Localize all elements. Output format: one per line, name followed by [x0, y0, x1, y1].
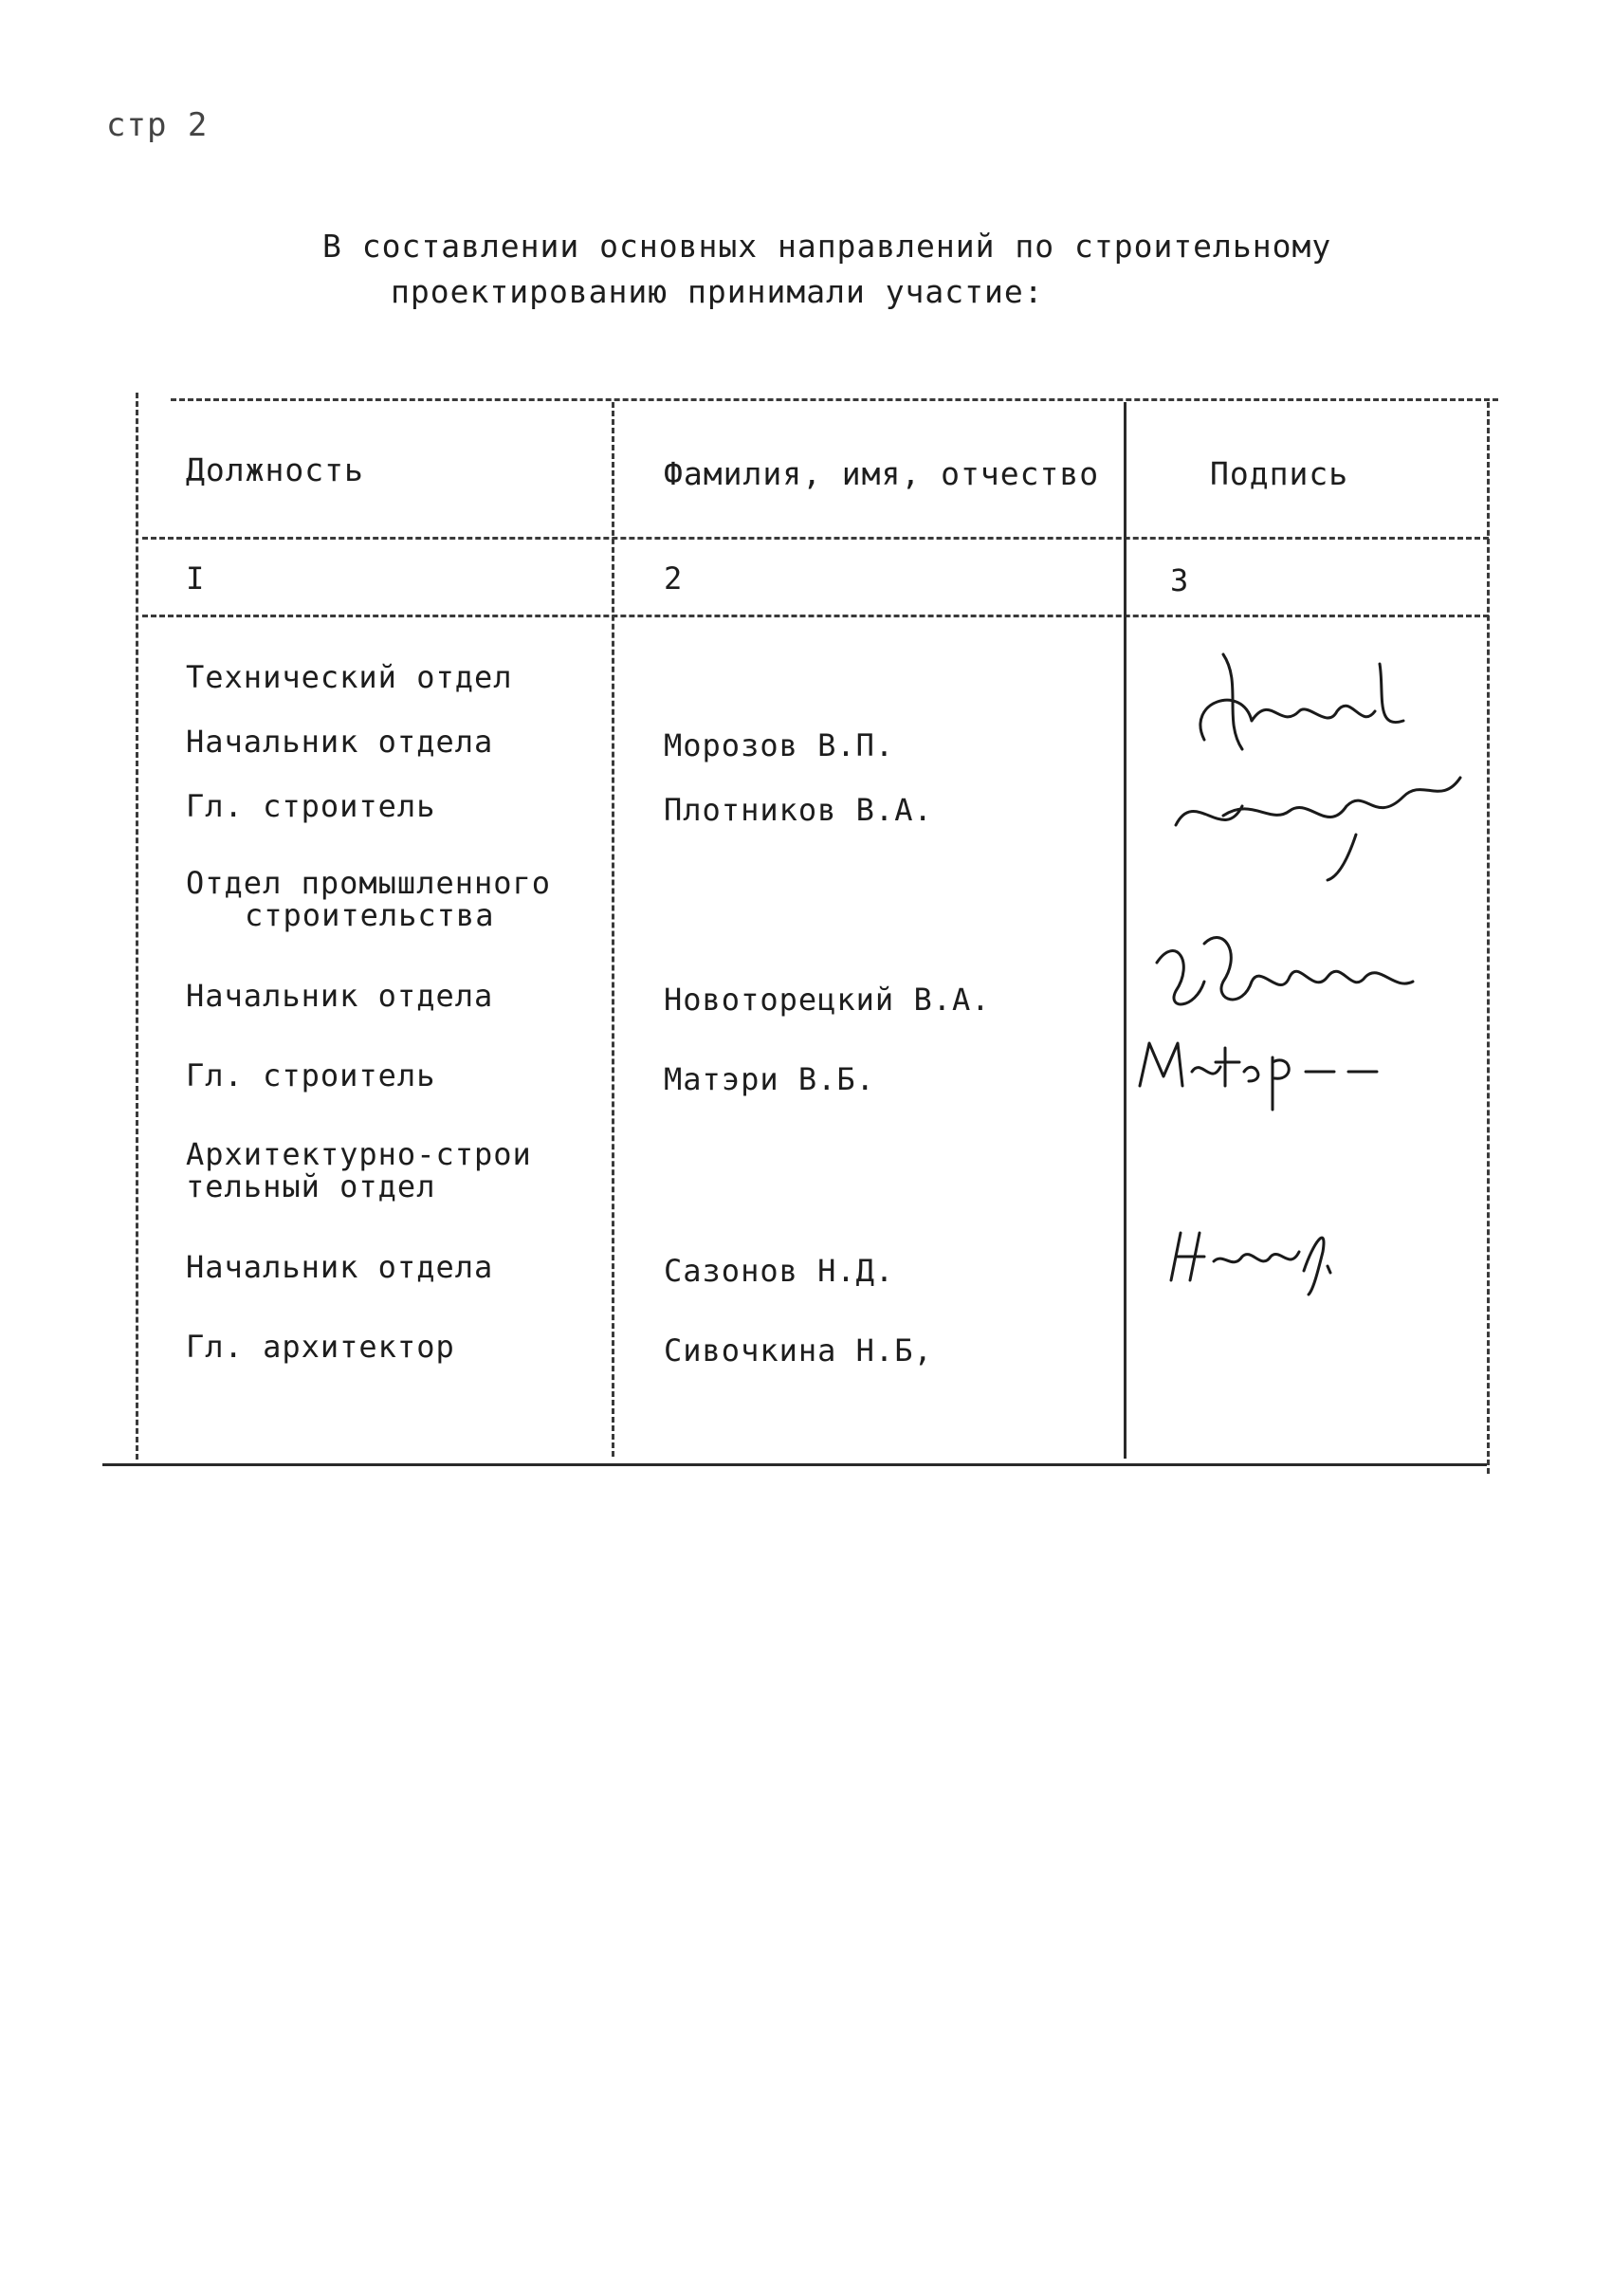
row-3-signature — [1166, 759, 1470, 886]
table-bottom-rule — [102, 1463, 1487, 1466]
column-divider-1 — [612, 402, 614, 1457]
row-4-position-line-1: Отдел промышленного — [186, 865, 552, 901]
number-row-bottom-rule — [142, 615, 1489, 617]
table-top-rule — [171, 398, 1498, 401]
row-3-name: Плотников В.А. — [664, 792, 933, 828]
table-right-border — [1487, 402, 1490, 1474]
row-2-signature — [1185, 645, 1432, 762]
column-number-3: 3 — [1170, 562, 1190, 598]
row-9-name: Сивочкина Н.Б, — [664, 1332, 933, 1368]
row-6-signature — [1130, 1029, 1415, 1118]
header-position: Должность — [186, 451, 364, 488]
row-5-signature — [1147, 925, 1422, 1033]
row-7-position-line-2: тельный отдел — [186, 1168, 436, 1204]
row-2-name: Морозов В.П. — [664, 727, 895, 763]
page-number: стр 2 — [106, 106, 209, 144]
row-7-position — [186, 1138, 532, 1203]
column-divider-2 — [1124, 402, 1127, 1459]
header-full-name: Фамилия, имя, отчество — [664, 455, 1100, 492]
row-8-position: Начальник отдела — [186, 1249, 494, 1285]
row-6-position: Гл. строитель — [186, 1057, 436, 1093]
row-5-name: Новоторецкий В.А. — [664, 982, 991, 1018]
table-left-border — [136, 393, 138, 1460]
intro-line-2: проектированию принимали участие: — [391, 273, 1044, 310]
row-8-name: Сазонов Н.Д. — [664, 1253, 895, 1289]
row-1-position: Технический отдел — [186, 659, 513, 695]
row-2-position: Начальник отдела — [186, 724, 494, 760]
row-3-position: Гл. строитель — [186, 788, 436, 824]
header-signature: Подпись — [1210, 455, 1349, 492]
column-number-2: 2 — [664, 560, 684, 597]
row-6-name: Матэри В.Б. — [664, 1061, 875, 1097]
row-8-signature — [1162, 1214, 1351, 1303]
row-4-position-line-2: строительства — [245, 897, 495, 933]
row-9-position: Гл. архитектор — [186, 1329, 455, 1365]
column-number-1: I — [186, 560, 206, 597]
intro-line-1: В составлении основных направлений по строительному — [322, 228, 1332, 265]
row-5-position: Начальник отдела — [186, 978, 494, 1014]
header-bottom-rule — [142, 537, 1489, 540]
row-4-position — [186, 867, 551, 931]
row-7-position-line-1: Архитектурно-строи — [186, 1136, 532, 1172]
